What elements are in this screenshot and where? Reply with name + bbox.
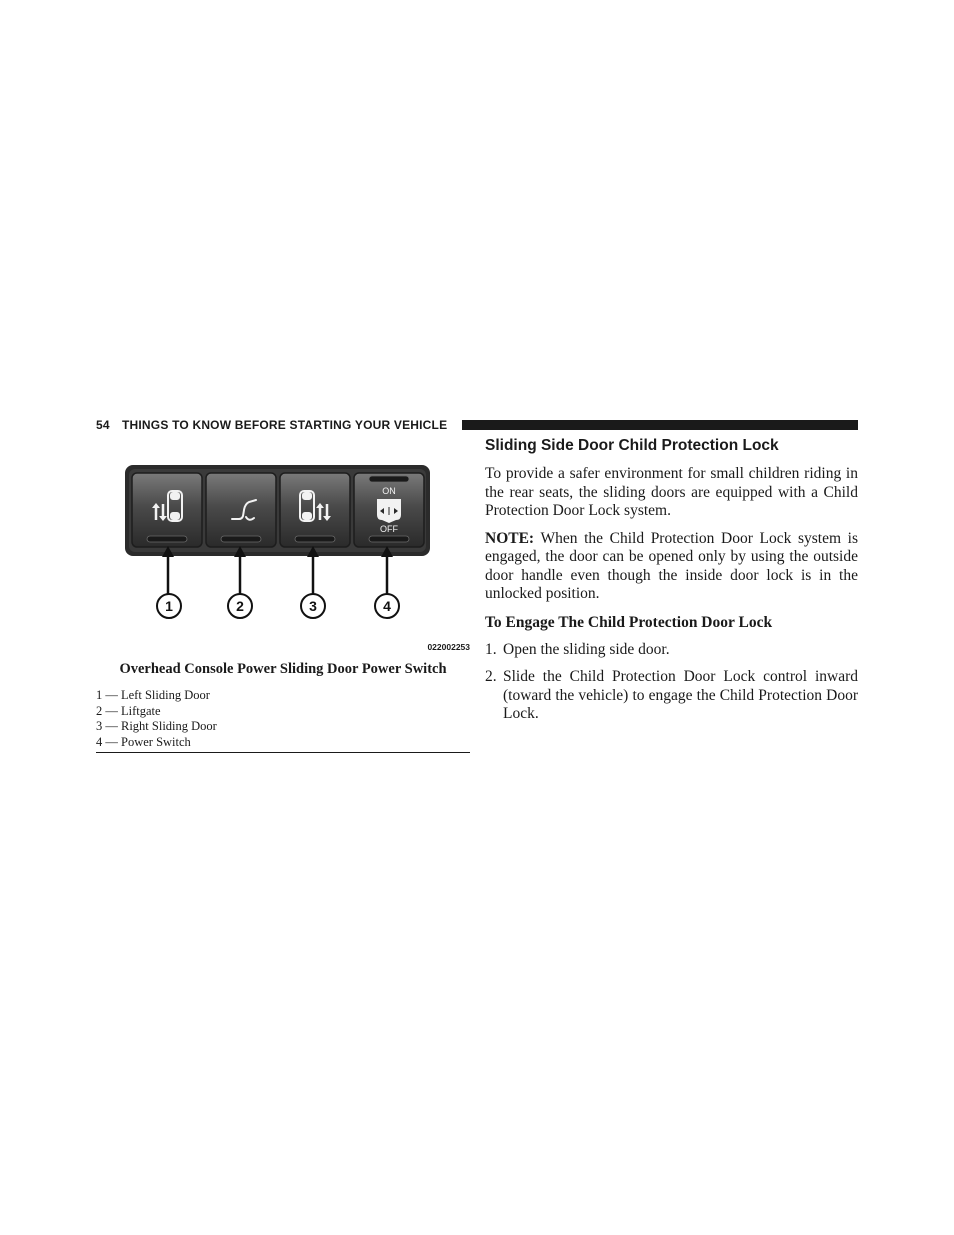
step-number: 1. [485,640,497,658]
step-item [485,641,858,660]
step-number: 2. [485,668,497,685]
section-heading: Sliding Side Door Child Protection Lock [485,437,779,454]
page-header [96,416,858,434]
switch-panel-figure [96,460,470,656]
left-sliding-door-button [132,473,202,547]
figure-legend [96,688,470,750]
switch-panel-illustration [96,460,470,640]
callout-number-1: 1 [165,598,173,614]
legend-item: 3 — Right Sliding Door [96,719,217,734]
main-column [485,437,858,733]
note-text: When the Child Protection Door Lock system is engaged, the door can be opened only by using the outside door handle even though the inside door lock is in the unlocked position. [485,529,858,602]
page-number: 54 [96,418,110,432]
switch-on-label: ON [382,486,396,496]
right-sliding-door-button [280,473,350,547]
switch-off-label: OFF [380,524,398,534]
power-switch-button [354,473,424,547]
callout-number-2: 2 [236,598,244,614]
figure-code: 022002253 [427,642,470,652]
section-title: THINGS TO KNOW BEFORE STARTING YOUR VEHICLE [122,418,448,432]
step-text: Open the sliding side door. [503,640,670,658]
liftgate-button [206,473,276,547]
callout-number-4: 4 [383,598,391,614]
power-door-icon [377,499,401,523]
header-rule [462,420,858,430]
legend-item: 2 — Liftgate [96,703,161,718]
intro-paragraph: To provide a safer environment for small children riding in the rear seats, the sliding doors are equipped with a Child Protection Door Lock system. [485,465,858,519]
step-text: Slide the Child Protection Door Lock control inward (toward the vehicle) to engage the Child Protection Door Lock. [503,668,858,722]
legend-divider [96,752,470,753]
note-paragraph [485,530,858,604]
procedure-heading: To Engage The Child Protection Door Lock [485,613,773,631]
step-item [485,668,858,724]
legend-item: 4 — Power Switch [96,734,191,749]
figure-caption: Overhead Console Power Sliding Door Power Switch [119,661,447,677]
legend-item: 1 — Left Sliding Door [96,688,210,702]
callout-number-3: 3 [309,598,317,614]
note-label: NOTE: [485,529,535,547]
procedure-steps [485,641,858,724]
